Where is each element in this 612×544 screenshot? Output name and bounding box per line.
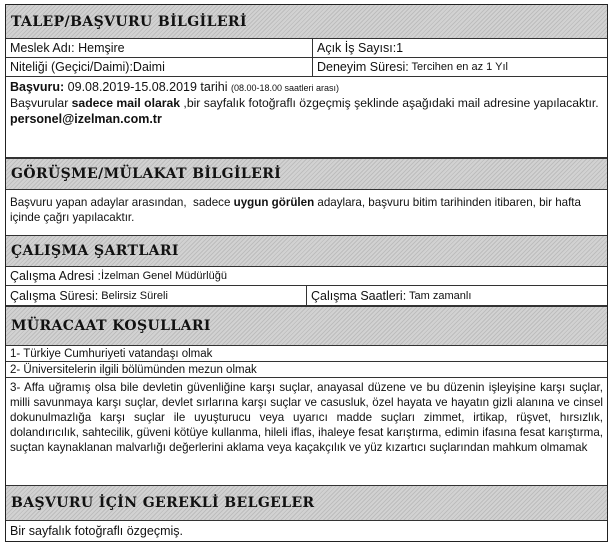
acik-is-sayisi: Açık İş Sayısı:1 bbox=[317, 41, 404, 55]
contact-email[interactable]: personel@izelman.com.tr bbox=[10, 112, 162, 126]
section-header-talep: TALEP/BAŞVURU BİLGİLERİ bbox=[6, 5, 607, 39]
row-nitelik bbox=[6, 58, 607, 77]
belgeler-text: Bir sayfalık fotoğraflı özgeçmiş. bbox=[10, 524, 183, 538]
section-header-gorusme: GÖRÜŞME/MÜLAKAT BİLGİLERİ bbox=[6, 158, 607, 190]
muracaat-item: 2- Üniversitelerin ilgili bölümünden mezun olmak bbox=[6, 362, 607, 378]
deneyim-suresi: Deneyim Süresi: Tercihen en az 1 Yıl bbox=[317, 60, 508, 74]
job-posting-form bbox=[5, 4, 608, 542]
niteligi: Niteliği (Geçici/Daimi):Daimi bbox=[6, 58, 313, 76]
row-calisma-sure bbox=[6, 286, 607, 306]
calisma-suresi: Çalışma Süresi: Belirsiz Süreli bbox=[6, 286, 307, 305]
calisma-saatleri: Çalışma Saatleri: Tam zamanlı bbox=[311, 288, 472, 303]
section-header-belgeler: BAŞVURU İÇİN GEREKLİ BELGELER bbox=[6, 485, 607, 521]
muracaat-item: 1- Türkiye Cumhuriyeti vatandaşı olmak bbox=[6, 346, 607, 362]
basvuru-block bbox=[6, 78, 607, 158]
basvuru-dates: Başvuru: 09.08.2019-15.08.2019 tarihi (08.00-18.00 saatleri arası) bbox=[10, 80, 340, 94]
calisma-adresi: Çalışma Adresi : İzelman Genel Müdürlüğü bbox=[6, 267, 607, 286]
meslek-adi: Meslek Adı: Hemşire bbox=[6, 39, 313, 57]
muracaat-item: 3- Affa uğramış olsa bile devletin güvenliğine karşı suçlar, anayasal düzene ve bu düzenin işleyişine karşı suçlar, milli savunmaya karşı suçlar, devlet sırlarına karşı suçlar ve casusluk, özel hayata ve hayatın gizli alanına ve cinsel dokunulmazlığa karşı suçlar ile uyuşturucu veya uyarıcı madde suçları zimmet, irtikap, rüşvet, hırsızlık, dolandırıcılık, sahtecilik, güveni kötüye kullanma, hileli iflas, ihaleye fesat karıştırma, edimin ifasına fesat karıştırma, suçtan kaynaklanan malvarlığı değerlerini aklama veya kaçakçılık ve yüz kızartıcı suçlarından mahkum olmamak bbox=[10, 381, 603, 454]
row-meslek bbox=[6, 39, 607, 58]
section-header-calisma: ÇALIŞMA ŞARTLARI bbox=[6, 235, 607, 267]
section-header-muracaat: MÜRACAAT KOŞULLARI bbox=[6, 306, 607, 346]
gorusme-text: Başvuru yapan adaylar arasından, sadece uygun görülen adaylara, başvuru bitim tarihinden itibaren, bir hafta içinde çağrı yapılacaktır. bbox=[10, 196, 581, 224]
basvuru-instructions: Başvurular sadece mail olarak ,bir sayfalık fotoğraflı özgeçmiş şeklinde aşağıdaki mail adresine yapılacaktır. bbox=[10, 96, 599, 110]
